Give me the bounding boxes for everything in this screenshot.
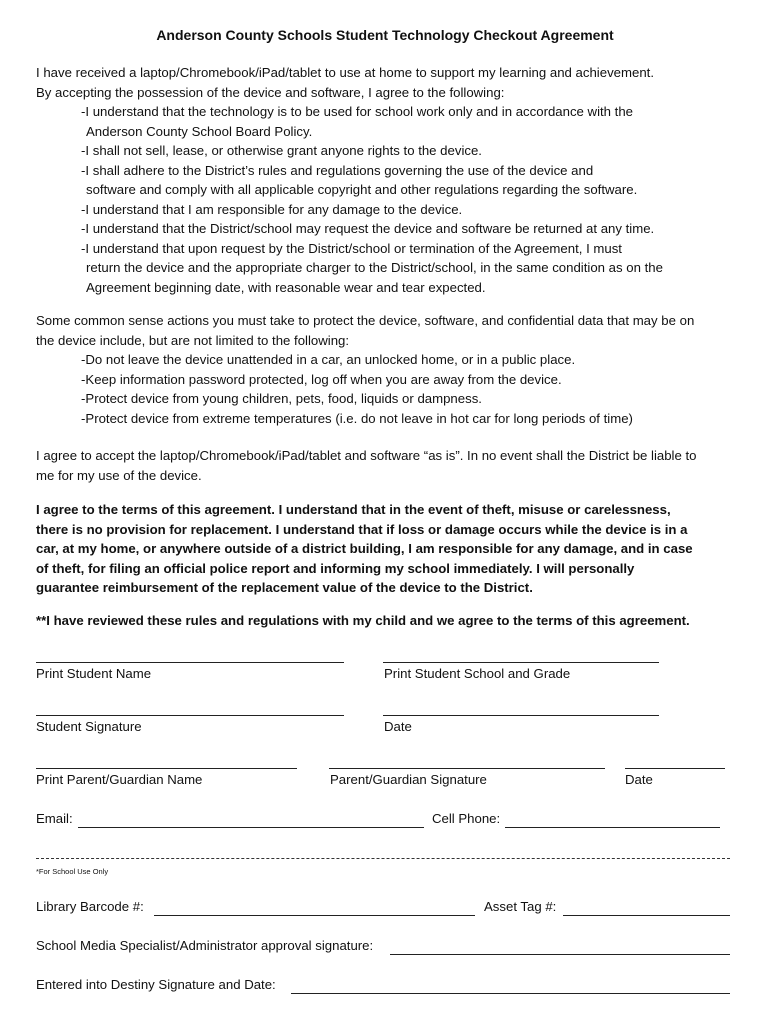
action-line: -Protect device from young children, pets, food, liquids or dampness. — [81, 391, 482, 406]
bold-terms-line: I agree to the terms of this agreement. I understand that in the event of theft, misuse or carelessness, — [36, 502, 671, 517]
term-line: Anderson County School Board Policy. — [86, 123, 313, 139]
cell-phone-label: Cell Phone: — [432, 811, 501, 826]
intro-line: I have received a laptop/Chromebook/iPad/tablet to use at home to support my learning and achievement. — [36, 65, 654, 80]
destiny-signature-label: Entered into Destiny Signature and Date: — [36, 977, 276, 992]
bold-terms-line: car, at my home, or anywhere outside of a district building, I am responsible for any damage, and in case — [36, 541, 693, 556]
term-line: -I shall not sell, lease, or otherwise grant anyone rights to the device. — [81, 143, 482, 158]
parent-date-label: Date — [625, 772, 653, 787]
as-is-line: I agree to accept the laptop/Chromebook/iPad/tablet and software “as is”. In no event shall the District be liable to — [36, 448, 697, 463]
student-date-line[interactable] — [383, 715, 659, 716]
page-title: Anderson County Schools Student Technology Checkout Agreement — [156, 27, 614, 43]
action-line: -Do not leave the device unattended in a car, an unlocked home, or in a public place. — [81, 352, 576, 367]
term-line: -I understand that upon request by the District/school or termination of the Agreement, I must — [81, 240, 622, 256]
print-parent-name-label: Print Parent/Guardian Name — [36, 772, 203, 787]
bold-terms-line: of theft, for filing an official police report and informing my school immediately. I will personally — [36, 560, 635, 576]
parent-signature-line[interactable] — [329, 768, 605, 769]
student-signature-label: Student Signature — [36, 719, 142, 734]
cell-phone-field[interactable] — [505, 827, 720, 828]
bold-terms-line: guarantee reimbursement of the replacement value of the device to the District. — [36, 580, 533, 595]
student-date-label: Date — [384, 719, 412, 734]
as-is-line: me for my use of the device. — [36, 467, 202, 483]
school-use-divider — [36, 858, 730, 859]
term-line: Agreement beginning date, with reasonable wear and tear expected. — [86, 279, 486, 295]
asset-tag-field[interactable] — [563, 915, 730, 916]
approval-signature-label: School Media Specialist/Administrator approval signature: — [36, 938, 374, 953]
email-label: Email: — [36, 811, 73, 826]
destiny-signature-field[interactable] — [291, 993, 730, 994]
library-barcode-field[interactable] — [154, 915, 475, 916]
print-student-name-label: Print Student Name — [36, 666, 152, 681]
print-student-school-grade-label: Print Student School and Grade — [384, 666, 571, 681]
parent-review-statement: **I have reviewed these rules and regulations with my child and we agree to the terms of this agreement. — [36, 613, 690, 628]
bold-terms-line: there is no provision for replacement. I understand that if loss or damage occurs while the device is in a — [36, 521, 688, 537]
approval-signature-field[interactable] — [390, 954, 730, 955]
term-line: software and comply with all applicable copyright and other regulations regarding the software. — [86, 182, 638, 197]
action-line: -Protect device from extreme temperatures (i.e. do not leave in hot car for long periods of time) — [81, 410, 633, 426]
parent-signature-label: Parent/Guardian Signature — [330, 772, 487, 787]
library-barcode-label: Library Barcode #: — [36, 899, 144, 914]
school-use-note: *For School Use Only — [36, 867, 109, 876]
term-line: -I understand that the District/school may request the device and software be returned at any time. — [81, 221, 655, 236]
parent-name-line[interactable] — [36, 768, 297, 769]
asset-tag-label: Asset Tag #: — [484, 899, 557, 914]
actions-intro-line: the device include, but are not limited to the following: — [36, 332, 350, 348]
email-field[interactable] — [78, 827, 424, 828]
student-signature-line[interactable] — [36, 715, 344, 716]
student-school-grade-line[interactable] — [383, 662, 659, 663]
parent-date-line[interactable] — [625, 768, 725, 769]
student-name-line[interactable] — [36, 662, 344, 663]
intro-line: By accepting the possession of the device and software, I agree to the following: — [36, 84, 505, 100]
term-line: -I shall adhere to the District’s rules and regulations governing the use of the device and — [81, 162, 594, 178]
term-line: -I understand that I am responsible for any damage to the device. — [81, 201, 463, 217]
term-line: -I understand that the technology is to be used for school work only and in accordance with the — [81, 104, 634, 119]
action-line: -Keep information password protected, log off when you are away from the device. — [81, 371, 562, 387]
term-line: return the device and the appropriate charger to the District/school, in the same condition as on the — [86, 260, 663, 275]
actions-intro-line: Some common sense actions you must take to protect the device, software, and confidential data that may be on — [36, 313, 695, 328]
